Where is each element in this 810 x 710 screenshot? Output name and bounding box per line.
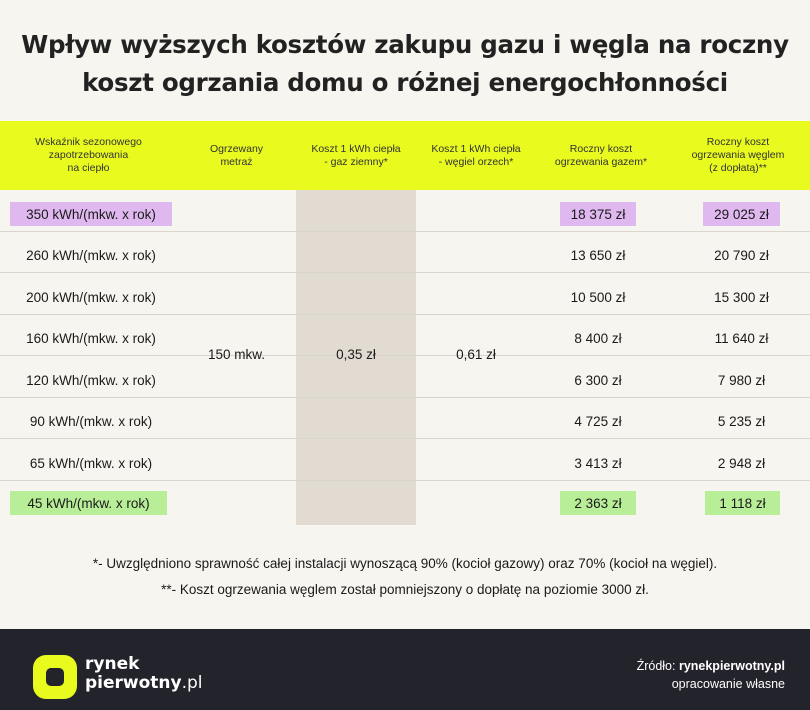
indicator-cell: 120 kWh/(mkw. x rok): [26, 372, 156, 388]
indicator-cell-min: 45 kWh/(mkw. x rok): [10, 491, 167, 515]
source-value: rynekpierwotny.pl: [678, 659, 785, 673]
gas-annual-cost: 10 500 zł: [570, 289, 626, 305]
gas-annual-cost: 4 725 zł: [574, 413, 622, 429]
source-label: Źródło:: [636, 659, 679, 673]
header-coal-annual-cost: Roczny koszt ogrzewania węglem (z dopłatą)**: [691, 136, 785, 174]
row-divider: [0, 272, 810, 273]
footnote-subsidy: **- Koszt ogrzewania węglem został pomniejszony o dopłatę na poziomie 3000 zł.: [161, 582, 649, 597]
indicator-cell: 200 kWh/(mkw. x rok): [26, 289, 156, 305]
coal-annual-cost-max: 29 025 zł: [703, 202, 780, 226]
footnote-efficiency: *- Uwzględniono sprawność całej instalacji wynoszącą 90% (kocioł gazowy) oraz 70% (kocioł na węgiel).: [92, 556, 718, 571]
source-note: opracowanie własne: [671, 677, 785, 691]
gas-annual-cost: 8 400 zł: [574, 330, 622, 346]
coal-annual-cost: 2 948 zł: [717, 455, 766, 471]
indicator-cell: 160 kWh/(mkw. x rok): [26, 330, 156, 346]
logo-word-pierwotny: pierwotny: [85, 673, 182, 693]
coal-annual-cost: 7 980 zł: [717, 372, 766, 388]
row-divider: [0, 480, 810, 481]
indicator-cell: 90 kWh/(mkw. x rok): [29, 413, 153, 429]
gas-annual-cost-max: 18 375 zł: [560, 202, 636, 226]
logo-wordmark: [85, 655, 203, 693]
coal-kwh-cost-value: 0,61 zł: [456, 346, 496, 362]
heated-area-value: 150 mkw.: [207, 346, 266, 362]
coal-annual-cost: 20 790 zł: [714, 247, 769, 263]
header-gas-kwh-cost: Koszt 1 kWh ciepła - gaz ziemny*: [311, 142, 401, 168]
coal-annual-cost: 11 640 zł: [714, 330, 769, 346]
row-divider: [0, 314, 810, 315]
gas-kwh-cost-value: 0,35 zł: [336, 346, 376, 362]
indicator-cell-max: 350 kWh/(mkw. x rok): [10, 202, 172, 226]
logo-word-rynek: rynek: [85, 654, 140, 674]
coal-annual-cost: 15 300 zł: [714, 289, 769, 305]
row-divider: [0, 438, 810, 439]
page-title: [0, 26, 810, 102]
title-line-1: Wpływ wyższych kosztów zakupu gazu i węgla na roczny: [21, 30, 789, 59]
gas-annual-cost: 3 413 zł: [574, 455, 622, 471]
header-coal-kwh-cost: Koszt 1 kWh ciepła - węgiel orzech*: [431, 142, 521, 168]
header-indicator: Wskaźnik sezonowego zapotrzebowania na ciepło: [35, 136, 142, 174]
gas-annual-cost: 13 650 zł: [570, 247, 626, 263]
gas-annual-cost: 6 300 zł: [574, 372, 622, 388]
logo-icon: [33, 655, 77, 699]
row-divider: [0, 397, 810, 398]
source-credit: [637, 657, 785, 693]
indicator-cell: 260 kWh/(mkw. x rok): [26, 247, 156, 263]
gas-annual-cost-min: 2 363 zł: [560, 491, 636, 515]
coal-annual-cost: 5 235 zł: [717, 413, 766, 429]
coal-annual-cost-min: 1 118 zł: [705, 491, 780, 515]
indicator-cell: 65 kWh/(mkw. x rok): [29, 455, 153, 471]
logo-word-pl: .pl: [181, 673, 203, 693]
header-gas-annual-cost: Roczny koszt ogrzewania gazem*: [554, 142, 648, 168]
header-area: Ogrzewany metraż: [209, 142, 264, 168]
title-line-2: koszt ogrzania domu o różnej energochłonności: [82, 68, 728, 97]
row-divider: [0, 231, 810, 232]
